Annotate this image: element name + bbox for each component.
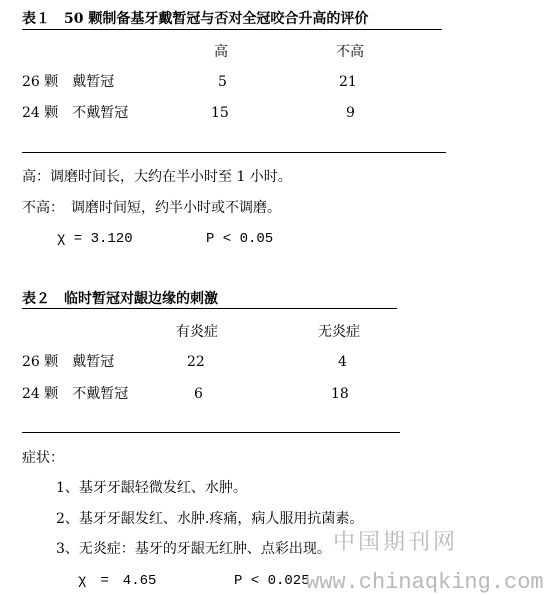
table2-row1-inflamed: 22 bbox=[187, 354, 205, 370]
table1-col-not-high: 不高 bbox=[336, 44, 364, 60]
symptoms-heading: 症状： bbox=[22, 450, 64, 466]
table2-title: 表２ 临时暂冠对龈边缘的刺激 bbox=[22, 291, 218, 307]
table1-chi-square: χ = 3.120 bbox=[57, 231, 133, 247]
table2-row1-label: 26 颗 戴暂冠 bbox=[22, 354, 115, 370]
table2-chi-square: χ = 4.65 bbox=[78, 573, 157, 589]
table2-title-rule bbox=[22, 308, 397, 309]
table2-col-inflamed: 有炎症 bbox=[176, 324, 218, 340]
table1-row2-label: 24 颗 不戴暂冠 bbox=[22, 105, 129, 121]
table2-bottom-rule bbox=[22, 432, 400, 433]
table1-row1-high: 5 bbox=[218, 74, 227, 90]
table1-note-not-high: 不高： 调磨时间短，约半小时或不调磨。 bbox=[22, 200, 281, 216]
table2-row1-not-inflamed: 4 bbox=[338, 354, 347, 370]
table1-title-rule bbox=[22, 29, 442, 30]
table2-row2-not-inflamed: 18 bbox=[331, 386, 349, 402]
table1-row2-high: 15 bbox=[211, 105, 229, 121]
table2-row2-label: 24 颗 不戴暂冠 bbox=[22, 386, 129, 402]
table1-row1-label: 26 颗 戴暂冠 bbox=[22, 74, 115, 90]
table1-note-high: 高：调磨时间长，大约在半小时至 1 小时。 bbox=[22, 169, 292, 185]
table2-p-value: P < 0.025 bbox=[234, 573, 310, 589]
watermark-url: www.chinaqking.com bbox=[306, 570, 544, 595]
table1-row2-not-high: 9 bbox=[346, 105, 355, 121]
table1-title: 表１ 50 颗制备基牙戴暂冠与否对全冠咬合升高的评价 bbox=[22, 11, 369, 27]
table2-row2-inflamed: 6 bbox=[194, 386, 203, 402]
symptom-item-2: 2、基牙牙龈发红、水肿.疼痛，病人服用抗菌素。 bbox=[56, 511, 364, 527]
table2-col-not-inflamed: 无炎症 bbox=[318, 324, 360, 340]
table1-bottom-rule bbox=[22, 152, 446, 153]
symptom-item-1: 1、基牙牙龈轻微发红、水肿。 bbox=[56, 480, 247, 496]
table1-col-high: 高 bbox=[214, 44, 228, 60]
symptom-item-3: 3、无炎症：基牙的牙龈无红肿、点彩出现。 bbox=[56, 541, 331, 557]
table1-p-value: P < 0.05 bbox=[206, 231, 274, 247]
table1-row1-not-high: 21 bbox=[339, 74, 357, 90]
watermark-site-name: 中国期刊网 bbox=[333, 530, 459, 555]
